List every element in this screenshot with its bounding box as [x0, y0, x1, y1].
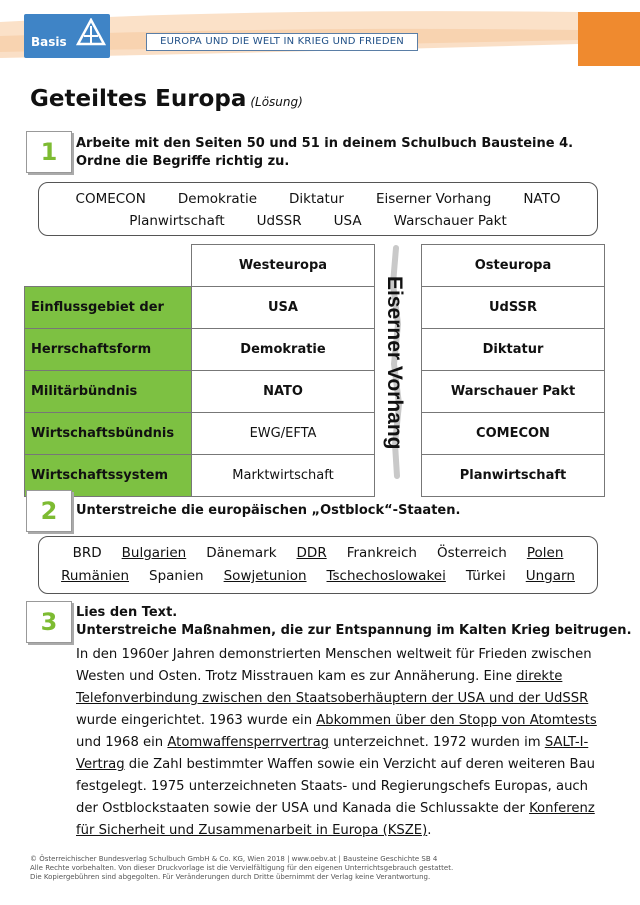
country-box: [38, 536, 598, 594]
table-row: [25, 328, 605, 370]
country-item-1: Bulgarien: [121, 545, 187, 561]
task2-instruction: Unterstreiche die europäischen „Ostblock“-Staaten.: [76, 503, 461, 518]
footer: [30, 855, 453, 882]
country-item-5: Österreich: [436, 545, 507, 561]
word-bank-item-2: Diktatur: [289, 191, 344, 207]
page-title: [30, 86, 303, 112]
text-segment: wurde eingerichtet. 1963 wurde ein: [76, 713, 317, 728]
table-row: [25, 286, 605, 328]
page-title-text: Geteiltes Europa: [30, 86, 247, 112]
word-bank-item-3: Eiserner Vorhang: [375, 191, 492, 207]
cell-west: NATO: [192, 370, 375, 412]
country-item-3: Tschechoslowakei: [326, 568, 446, 584]
task3-instruction: [76, 604, 632, 640]
cell-west: Marktwirtschaft: [192, 454, 375, 496]
europe-table: [24, 244, 605, 497]
task-number-3: 3: [26, 601, 72, 643]
footer-line-1: © Österreichischer Bundesverlag Schulbuch GmbH & Co. KG, Wien 2018 | www.oebv.at | Bausteine Geschichte SB 4: [30, 855, 438, 863]
text-segment: .: [427, 823, 432, 838]
task-number-2: 2: [26, 490, 72, 532]
country-item-0: Rumänien: [61, 568, 130, 584]
country-row-1: [39, 545, 597, 561]
country-item-5: Ungarn: [525, 568, 575, 584]
cell-west: Demokratie: [192, 328, 375, 370]
word-bank-row-2: [39, 213, 597, 229]
underlined-measure: Konferenz für Sicherheit und Zusammenarbeit in Europa (KSZE): [76, 801, 595, 838]
word-bank-item-1: UdSSR: [256, 213, 302, 229]
reading-text: [76, 644, 611, 842]
text-segment: und 1968 ein: [76, 735, 168, 750]
country-row-2: [39, 568, 597, 584]
header-accent: [578, 12, 640, 66]
task1-line1: Arbeite mit den Seiten 50 und 51 in deinem Schulbuch Bausteine 4.: [76, 136, 574, 151]
row-label: Wirtschaftssystem: [25, 454, 192, 496]
cell-east: Warschauer Pakt: [422, 370, 605, 412]
task3-line2: Unterstreiche Maßnahmen, die zur Entspannung im Kalten Krieg beitrugen.: [76, 623, 632, 638]
text-segment: die Zahl bestimmter Waffen sowie ein Verzicht auf deren weiteren Bau festgelegt. 1975 unterzeichneten Staats- und Regierungschefs Europas, auch der Ostblockstaaten sowie der USA und Kanada die Schlussakte der: [76, 757, 596, 816]
task1-instruction: [76, 135, 573, 171]
country-item-3: DDR: [296, 545, 327, 561]
country-item-2: Dänemark: [206, 545, 277, 561]
footer-line-2: Alle Rechte vorbehalten. Von dieser Druckvorlage ist die Vervielfältigung für den eigenen Unterrichtsgebrauch gestattet.: [30, 864, 454, 872]
word-bank-item-0: COMECON: [75, 191, 146, 207]
row-label: Militärbündnis: [25, 370, 192, 412]
text-segment: unterzeichnet. 1972 wurden im: [329, 735, 545, 750]
cell-east: COMECON: [422, 412, 605, 454]
country-item-2: Sowjetunion: [223, 568, 307, 584]
word-bank-item-3: Warschauer Pakt: [393, 213, 507, 229]
iron-curtain-label: Eiserner Vorhang: [383, 276, 406, 450]
task-number-1: 1: [26, 131, 72, 173]
word-bank-item-2: USA: [333, 213, 362, 229]
col-header-west: Westeuropa: [192, 245, 375, 287]
text-segment: In den 1960er Jahren demonstrierten Menschen weltweit für Frieden zwischen Westen und Osten. Trotz Misstrauen kam es zur Annäherung. Eine: [76, 647, 592, 684]
underlined-measure: Abkommen über den Stopp von Atomtests: [316, 713, 597, 728]
row-label: Wirtschaftsbündnis: [25, 412, 192, 454]
underlined-measure: Atomwaffensperrvertrag: [167, 735, 330, 750]
task3-line1: Lies den Text.: [76, 605, 178, 620]
iron-curtain-divider: [376, 244, 416, 480]
table-corner: [25, 245, 192, 287]
country-item-0: BRD: [72, 545, 102, 561]
cell-west: USA: [192, 286, 375, 328]
table-row: [25, 370, 605, 412]
col-header-east: Osteuropa: [422, 245, 605, 287]
row-label: Herrschaftsform: [25, 328, 192, 370]
cell-east: UdSSR: [422, 286, 605, 328]
country-item-4: Türkei: [465, 568, 506, 584]
cell-east: Planwirtschaft: [422, 454, 605, 496]
logo-text: Basis: [31, 35, 67, 49]
word-bank-item-4: NATO: [523, 191, 561, 207]
row-label: Einflussgebiet der: [25, 286, 192, 328]
cell-east: Diktatur: [422, 328, 605, 370]
footer-line-3: Die Kopiergebühren sind abgegolten. Für Veränderungen durch Dritte übernimmt der Verlag keine Verantwortung.: [30, 873, 431, 881]
word-bank-item-1: Demokratie: [177, 191, 258, 207]
header-banner: EUROPA UND DIE WELT IN KRIEG UND FRIEDEN: [146, 33, 418, 51]
underlined-measure: SALT-I-Vertrag: [76, 735, 589, 772]
cell-west: EWG/EFTA: [192, 412, 375, 454]
word-bank-item-0: Planwirtschaft: [129, 213, 225, 229]
country-item-4: Frankreich: [346, 545, 417, 561]
word-bank-row-1: [39, 191, 597, 207]
logo-triangle-icon: [76, 18, 106, 46]
underlined-measure: direkte Telefonverbindung zwischen den Staatsoberhäuptern der USA und der UdSSR: [76, 669, 589, 706]
table-row: [25, 454, 605, 496]
table-header-row: [25, 245, 605, 287]
page-subtitle: (Lösung): [250, 95, 303, 109]
word-bank: [38, 182, 598, 236]
table-row: [25, 412, 605, 454]
country-item-1: Spanien: [149, 568, 204, 584]
country-item-6: Polen: [526, 545, 564, 561]
task1-line2: Ordne die Begriffe richtig zu.: [76, 154, 290, 169]
